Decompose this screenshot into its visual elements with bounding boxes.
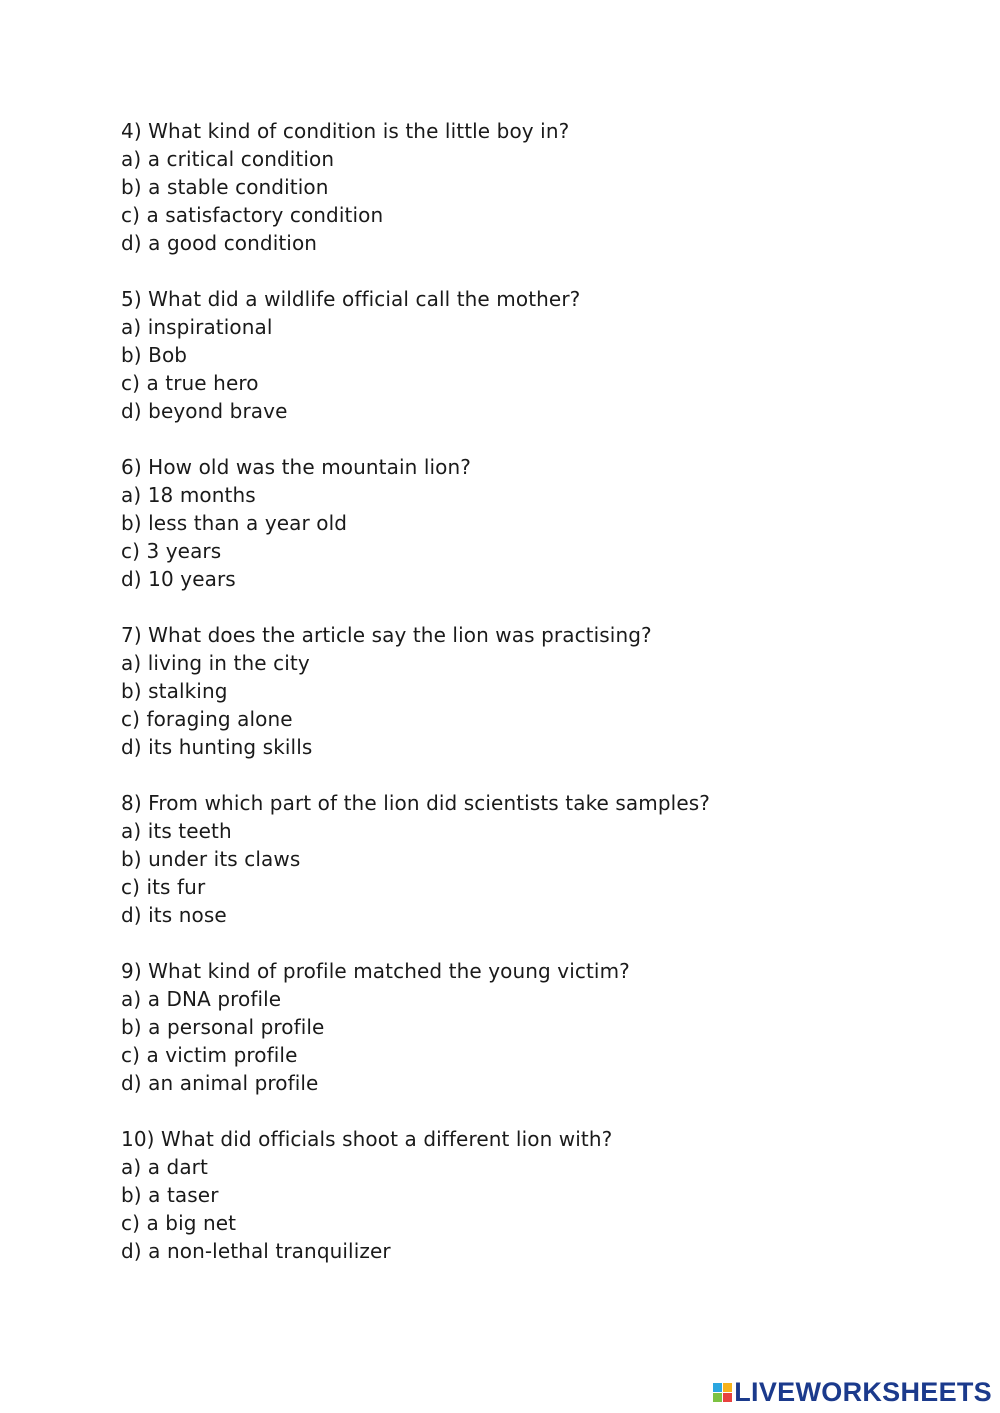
liveworksheets-logo-icon — [713, 1383, 732, 1402]
question-prompt: 8) From which part of the lion did scientists take samples? — [121, 791, 710, 815]
answer-option: d) beyond brave — [121, 399, 288, 423]
question-10 — [121, 1125, 941, 1265]
answer-option: b) Bob — [121, 343, 188, 367]
answer-option: c) a true hero — [121, 371, 259, 395]
question-prompt: 4) What kind of condition is the little boy in? — [121, 119, 570, 143]
answer-option: b) a taser — [121, 1183, 219, 1207]
question-9 — [121, 957, 941, 1097]
answer-option: d) its hunting skills — [121, 735, 313, 759]
answer-option: c) a big net — [121, 1211, 237, 1235]
answer-option: a) a DNA profile — [121, 987, 282, 1011]
answer-option: c) 3 years — [121, 539, 222, 563]
question-8 — [121, 789, 941, 929]
answer-option: c) foraging alone — [121, 707, 293, 731]
answer-option: a) its teeth — [121, 819, 232, 843]
logo-square — [723, 1393, 732, 1402]
question-prompt: 6) How old was the mountain lion? — [121, 455, 471, 479]
answer-option: a) living in the city — [121, 651, 310, 675]
logo-square — [723, 1383, 732, 1392]
answer-option: a) 18 months — [121, 483, 256, 507]
worksheet-body — [121, 117, 941, 1293]
question-7 — [121, 621, 941, 761]
answer-option: a) a dart — [121, 1155, 208, 1179]
answer-option: c) a victim profile — [121, 1043, 298, 1067]
answer-option: b) less than a year old — [121, 511, 348, 535]
question-4 — [121, 117, 941, 257]
answer-option: b) under its claws — [121, 847, 301, 871]
logo-square — [713, 1393, 722, 1402]
question-prompt: 9) What kind of profile matched the young victim? — [121, 959, 630, 983]
answer-option: b) stalking — [121, 679, 228, 703]
answer-option: d) a good condition — [121, 231, 318, 255]
liveworksheets-brand[interactable] — [713, 1377, 992, 1407]
logo-square — [713, 1383, 722, 1392]
question-prompt: 10) What did officials shoot a different lion with? — [121, 1127, 613, 1151]
question-prompt: 5) What did a wildlife official call the mother? — [121, 287, 581, 311]
answer-option: d) an animal profile — [121, 1071, 319, 1095]
question-prompt: 7) What does the article say the lion was practising? — [121, 623, 652, 647]
question-6 — [121, 453, 941, 593]
answer-option: c) its fur — [121, 875, 206, 899]
answer-option: c) a satisfactory condition — [121, 203, 384, 227]
answer-option: a) inspirational — [121, 315, 273, 339]
answer-option: d) a non-lethal tranquilizer — [121, 1239, 391, 1263]
answer-option: d) 10 years — [121, 567, 236, 591]
answer-option: b) a personal profile — [121, 1015, 325, 1039]
answer-option: d) its nose — [121, 903, 227, 927]
brand-name: LIVEWORKSHEETS — [734, 1376, 992, 1407]
answer-option: a) a critical condition — [121, 147, 335, 171]
answer-option: b) a stable condition — [121, 175, 329, 199]
question-5 — [121, 285, 941, 425]
